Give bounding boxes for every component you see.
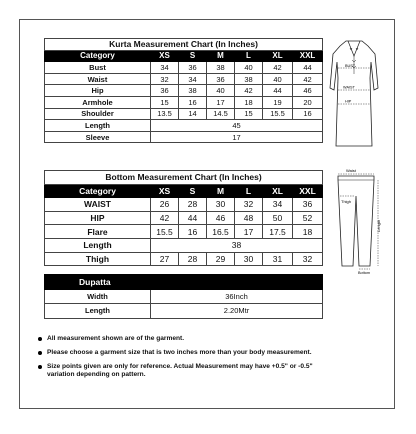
bullet-icon	[38, 337, 42, 341]
table-cell: 42	[293, 73, 323, 85]
bottom-measurement-table	[44, 170, 323, 266]
table-cell: 17	[151, 131, 323, 143]
table-cell: 36	[179, 62, 207, 74]
row-label: Bust	[45, 62, 151, 74]
bullet-icon	[38, 365, 42, 369]
header-cell: Category	[45, 50, 151, 62]
header-cell: XS	[151, 50, 179, 62]
row-label: Armhole	[45, 96, 151, 108]
row-label: Length	[45, 120, 151, 132]
table-cell: 29	[207, 252, 235, 266]
table-cell: 30	[235, 252, 263, 266]
table-cell: 44	[293, 62, 323, 74]
table-row	[45, 211, 323, 225]
table-cell: 17	[207, 96, 235, 108]
row-label: Length	[45, 238, 151, 252]
table-row	[45, 304, 323, 319]
table-cell: 40	[235, 62, 263, 74]
kurta-table-title: Kurta Measurement Chart (In Inches)	[45, 39, 323, 51]
table-cell: 20	[293, 96, 323, 108]
table-cell: 46	[207, 211, 235, 225]
table-cell: 44	[263, 85, 293, 97]
header-cell: XXL	[293, 50, 323, 62]
row-label: Length	[45, 304, 151, 319]
bullet-icon	[38, 351, 42, 355]
table-cell: 34	[179, 73, 207, 85]
table-cell: 42	[263, 62, 293, 74]
table-cell: 17	[235, 225, 263, 239]
table-cell: 45	[151, 120, 323, 132]
notes-list	[38, 335, 318, 385]
table-cell: 42	[151, 211, 179, 225]
dupatta-table	[44, 274, 323, 319]
table-cell: 34	[151, 62, 179, 74]
row-label: Sleeve	[45, 131, 151, 143]
table-cell: 15	[151, 96, 179, 108]
kurta-diagram	[328, 38, 380, 150]
table-row	[45, 85, 323, 97]
note-item	[38, 363, 318, 379]
header-cell: XXL	[293, 184, 323, 198]
note-item	[38, 335, 318, 343]
table-cell: 28	[179, 252, 207, 266]
table-cell: 18	[293, 225, 323, 239]
note-text: Please choose a garment size that is two inches more than your body measurement.	[47, 349, 312, 356]
table-cell: 36Inch	[151, 289, 323, 304]
header-cell: XL	[263, 184, 293, 198]
table-row	[45, 108, 323, 120]
table-cell: 31	[263, 252, 293, 266]
table-cell: 48	[235, 211, 263, 225]
header-cell: Category	[45, 184, 151, 198]
table-cell: 40	[207, 85, 235, 97]
table-cell: 36	[293, 198, 323, 212]
table-cell: 19	[263, 96, 293, 108]
row-label: Hip	[45, 85, 151, 97]
header-cell: XS	[151, 184, 179, 198]
waist-label: WAIST	[343, 85, 355, 90]
table-row	[45, 73, 323, 85]
table-cell: 15.5	[263, 108, 293, 120]
header-cell: XL	[263, 50, 293, 62]
table-row	[45, 131, 323, 143]
table-cell: 14.5	[207, 108, 235, 120]
header-cell: M	[207, 184, 235, 198]
bust-label: BUST	[345, 64, 356, 68]
note-text: Size points given are only for reference. Actual Measurement may have +0.5" or -0.5" variation depending on pattern.	[47, 363, 313, 378]
note-text: All measurement shown are of the garment.	[47, 335, 185, 342]
table-cell: 36	[207, 73, 235, 85]
row-label: Waist	[45, 73, 151, 85]
header-cell: M	[207, 50, 235, 62]
bottom-diagram	[328, 166, 384, 274]
row-label: Shoulder	[45, 108, 151, 120]
table-cell: 14	[179, 108, 207, 120]
table-cell: 52	[293, 211, 323, 225]
length-label: Length	[376, 219, 381, 232]
header-cell: S	[179, 50, 207, 62]
dupatta-header-row	[45, 275, 323, 290]
table-cell: 38	[235, 73, 263, 85]
table-cell: 38	[179, 85, 207, 97]
table-cell: 38	[151, 238, 323, 252]
table-cell: 16.5	[207, 225, 235, 239]
table-row	[45, 289, 323, 304]
bottom-title-row	[45, 171, 323, 185]
dupatta-title: Dupatta	[45, 275, 323, 290]
table-cell: 2.20Mtr	[151, 304, 323, 319]
bottom-hem-label: Bottom	[358, 271, 371, 274]
table-cell: 46	[293, 85, 323, 97]
thigh-label: Thigh	[341, 199, 352, 204]
table-row	[45, 96, 323, 108]
table-cell: 15	[235, 108, 263, 120]
row-label: Thigh	[45, 252, 151, 266]
table-cell: 28	[179, 198, 207, 212]
table-row	[45, 120, 323, 132]
table-cell: 32	[235, 198, 263, 212]
table-cell: 34	[263, 198, 293, 212]
header-cell: S	[179, 184, 207, 198]
kurta-measurement-table	[44, 38, 323, 143]
table-row	[45, 198, 323, 212]
table-row	[45, 238, 323, 252]
row-label: Width	[45, 289, 151, 304]
table-cell: 30	[207, 198, 235, 212]
table-cell: 13.5	[151, 108, 179, 120]
table-cell: 16	[293, 108, 323, 120]
row-label: WAIST	[45, 198, 151, 212]
note-item	[38, 349, 318, 357]
table-cell: 32	[293, 252, 323, 266]
table-cell: 17.5	[263, 225, 293, 239]
table-cell: 42	[235, 85, 263, 97]
table-cell: 18	[235, 96, 263, 108]
table-cell: 50	[263, 211, 293, 225]
table-cell: 38	[207, 62, 235, 74]
row-label: HIP	[45, 211, 151, 225]
table-row	[45, 252, 323, 266]
table-cell: 36	[151, 85, 179, 97]
row-label: Flare	[45, 225, 151, 239]
header-cell: L	[235, 184, 263, 198]
kurta-header-row	[45, 50, 323, 62]
bottom-header-row	[45, 184, 323, 198]
table-row	[45, 225, 323, 239]
table-cell: 40	[263, 73, 293, 85]
hip-label: HIP	[345, 99, 352, 104]
table-cell: 16	[179, 225, 207, 239]
header-cell: L	[235, 50, 263, 62]
table-cell: 26	[151, 198, 179, 212]
table-cell: 16	[179, 96, 207, 108]
kurta-title-row	[45, 39, 323, 51]
bottom-table-title: Bottom Measurement Chart (In Inches)	[45, 171, 323, 185]
table-cell: 15.5	[151, 225, 179, 239]
table-cell: 44	[179, 211, 207, 225]
table-cell: 32	[151, 73, 179, 85]
waist-label: Waist	[346, 168, 356, 173]
table-row	[45, 62, 323, 74]
table-cell: 27	[151, 252, 179, 266]
